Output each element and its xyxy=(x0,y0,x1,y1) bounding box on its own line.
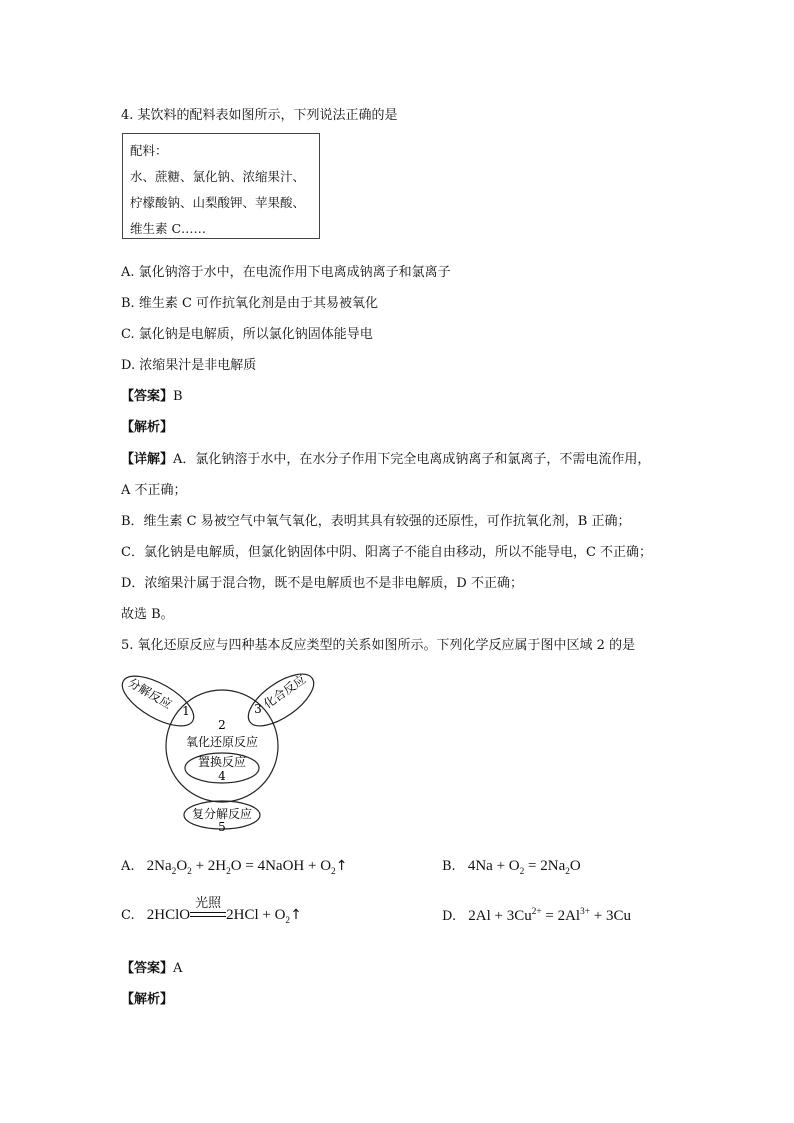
option-c-label: C. xyxy=(121,908,135,923)
label-decomposition: 分解反应 xyxy=(125,675,175,712)
answer-value: B xyxy=(173,389,183,404)
q5-option-b xyxy=(442,858,581,877)
option-d-label: D. xyxy=(442,909,457,924)
option-c-equation: 2HClO 光照 $2HCl + O_2↑$ xyxy=(147,907,302,923)
q4-option-b: B. 维生素 C 可作抗氧化剂是由于其易被氧化 xyxy=(121,296,379,311)
q4-analysis-label: 【解析】 xyxy=(121,420,174,435)
ingredient-line-2: 柠檬酸钠、山梨酸钾、苹果酸、 xyxy=(130,195,306,210)
ingredient-line-1: 水、蔗糖、氯化钠、浓缩果汁、 xyxy=(130,169,306,184)
label-region-5: 5 xyxy=(218,820,226,834)
label-double-decomposition: 复分解反应 xyxy=(191,807,253,821)
ingredient-title: 配料： xyxy=(130,143,168,158)
option-a-equation: $2Na_2O_2 + 2H_2O$ = 4NaOH + $O_2↑$ xyxy=(146,858,348,877)
label-region-1: 1 xyxy=(182,704,190,718)
option-b-label: B. xyxy=(442,859,456,874)
q4-option-c: C. 氯化钠是电解质，所以氯化钠固体能导电 xyxy=(121,327,373,342)
q4-detail-a-1 xyxy=(121,448,650,467)
label-region-3: 3 xyxy=(254,702,262,716)
ingredient-box xyxy=(122,133,320,239)
label-displacement: 置换反应 xyxy=(197,755,247,769)
q5-answer-value: A xyxy=(173,961,183,976)
light-condition: 光照 xyxy=(195,896,222,912)
option-d-equation: $2Al + 3Cu^{2+} = 2Al^{3+} + 3Cu$ xyxy=(468,907,631,924)
q4-detail-d: D．浓缩果汁属于混合物，既不是电解质也不是非电解质，D 不正确； xyxy=(121,576,523,591)
q5-answer-label: 【答案】 xyxy=(121,961,174,976)
q4-stem: 4. 某饮料的配料表如图所示，下列说法正确的是 xyxy=(121,108,398,123)
q4-option-d: D. 浓缩果汁是非电解质 xyxy=(121,358,257,373)
q4-conclusion: 故选 B。 xyxy=(121,607,174,622)
reaction-type-diagram xyxy=(120,663,320,838)
q4-detail-c: C．氯化钠是电解质，但氯化钠固体中阴、阳离子不能自由移动，所以不能导电，C 不正确； xyxy=(121,545,653,560)
detail-label: 【详解】 xyxy=(121,452,174,467)
q4-answer xyxy=(121,385,183,404)
label-redox: 氧化还原反应 xyxy=(185,735,259,749)
option-a-label: A. xyxy=(121,859,135,874)
label-region-2: 2 xyxy=(218,718,226,732)
option-b-equation: $4Na + O_2 = 2Na_2O$ xyxy=(467,858,581,877)
detail-a-text: A．氯化钠溶于水中，在水分子作用下完全电离成钠离子和氯离子，不需电流作用， xyxy=(173,452,651,467)
q5-answer xyxy=(121,957,182,976)
q5-option-c xyxy=(121,896,302,926)
label-region-4: 4 xyxy=(218,769,226,783)
q4-detail-b: B．维生素 C 易被空气中氧气氧化，表明其具有较强的还原性，可作抗氧化剂，B 正确； xyxy=(121,514,631,529)
q5-option-d xyxy=(442,907,631,925)
q4-option-a: A. 氯化钠溶于水中，在电流作用下电离成钠离子和氯离子 xyxy=(121,265,451,280)
answer-label: 【答案】 xyxy=(121,389,174,404)
q5-stem: 5. 氧化还原反应与四种基本反应类型的关系如图所示。下列化学反应属于图中区域 2 的是 xyxy=(121,638,636,653)
q5-option-a xyxy=(121,858,347,877)
ingredient-line-3: 维生素 C…… xyxy=(130,221,207,236)
q5-analysis-label: 【解析】 xyxy=(121,992,174,1007)
label-combination: 化合反应 xyxy=(261,672,309,712)
q4-detail-a-2: A 不正确； xyxy=(121,483,187,498)
